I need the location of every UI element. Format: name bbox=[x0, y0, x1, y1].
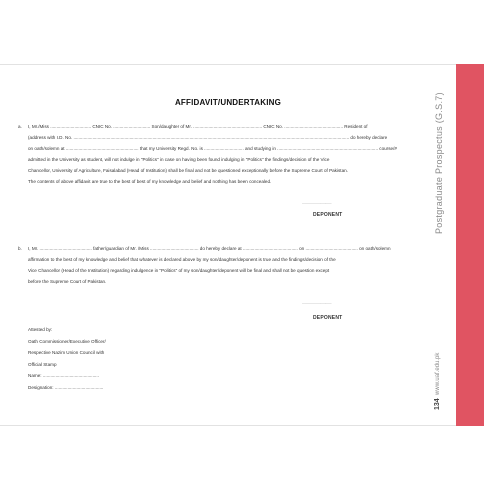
section-b-signature-line: .............................. bbox=[302, 300, 332, 305]
section-b-line: affirmation to the best of my knowledge and belief that whatever is declared above by my son/daughter/deponent is true and the findings/decision of the bbox=[28, 256, 336, 262]
section-a-line: The contents of above affidavit are true to the best of best of my knowledge and belief and nothing has been concealed. bbox=[28, 178, 272, 184]
section-b-marker: b. bbox=[18, 246, 22, 251]
section-a-line: I, Mr./Miss ................................ CNIC No. ............................. Son/daughter of Mr. ...................................................... CNIC No. .............................................. Resident of bbox=[28, 124, 368, 129]
attestation-line: Oath Commissioner/Executive Officer/ bbox=[28, 338, 106, 344]
section-b-line: Vice Chancellor (Head of the Institution) regarding indulgence in "Politics" of my son/daughter/deponent will be final and shall not be question except bbox=[28, 267, 330, 273]
section-b-line: before the Supreme Court of Pakistan. bbox=[28, 278, 107, 284]
section-b bbox=[18, 244, 436, 288]
side-title: Postgraduate Prospectus (G.S.7) bbox=[434, 92, 444, 234]
page-top-border bbox=[0, 64, 456, 65]
page-bottom-border bbox=[0, 425, 456, 426]
attestation-name-field: Name: ............................................ bbox=[28, 373, 99, 379]
attestation-heading: Attested by: bbox=[28, 327, 53, 332]
side-footer bbox=[434, 318, 452, 410]
section-a-line: Chancellor, University of Agriculture, Faisalabad (Head of Institution) shall be final and not be questioned exceptionally before the Supreme Court of Pakistan. bbox=[28, 167, 348, 173]
attestation-designation-field: Designation: ...................................... bbox=[28, 384, 104, 390]
section-a bbox=[18, 122, 436, 187]
attestation-line: Official Stamp bbox=[28, 361, 57, 367]
attestation-block bbox=[28, 324, 228, 394]
document-title: AFFIDAVIT/UNDERTAKING bbox=[174, 98, 282, 107]
section-a-line: admitted in the University as student, will not indulge in "Politics" in case on having been found indulging in "Politics" the findings/decision of the Vice bbox=[28, 156, 330, 162]
section-a-marker: a. bbox=[18, 124, 22, 129]
side-accent-bar bbox=[456, 64, 484, 426]
section-b-deponent-label: DEPONENT bbox=[313, 315, 343, 321]
section-a-line: (address with I.D. No. ........................................................................................................................................................................................................................ do hereby declare bbox=[28, 134, 388, 140]
section-a-line: on oath/solemn at ......................................................... that my University Regd. No. is ............................... and studying in ............................................................................... course/# bbox=[28, 145, 397, 151]
website-text: www.uaf.edu.pk bbox=[435, 352, 441, 395]
section-a-signature-line: .............................. bbox=[302, 200, 332, 205]
section-b-line: I, Mr. ......................................... father/guardian of Mr. /Miss ...................................... do hereby declare at ........................................... on ......................................... on oath/solemn bbox=[28, 246, 391, 251]
section-a-deponent-label: DEPONENT bbox=[313, 212, 343, 218]
attestation-line: Respective Nazim Union Council with bbox=[28, 350, 105, 356]
page-number: 134 bbox=[434, 398, 441, 410]
